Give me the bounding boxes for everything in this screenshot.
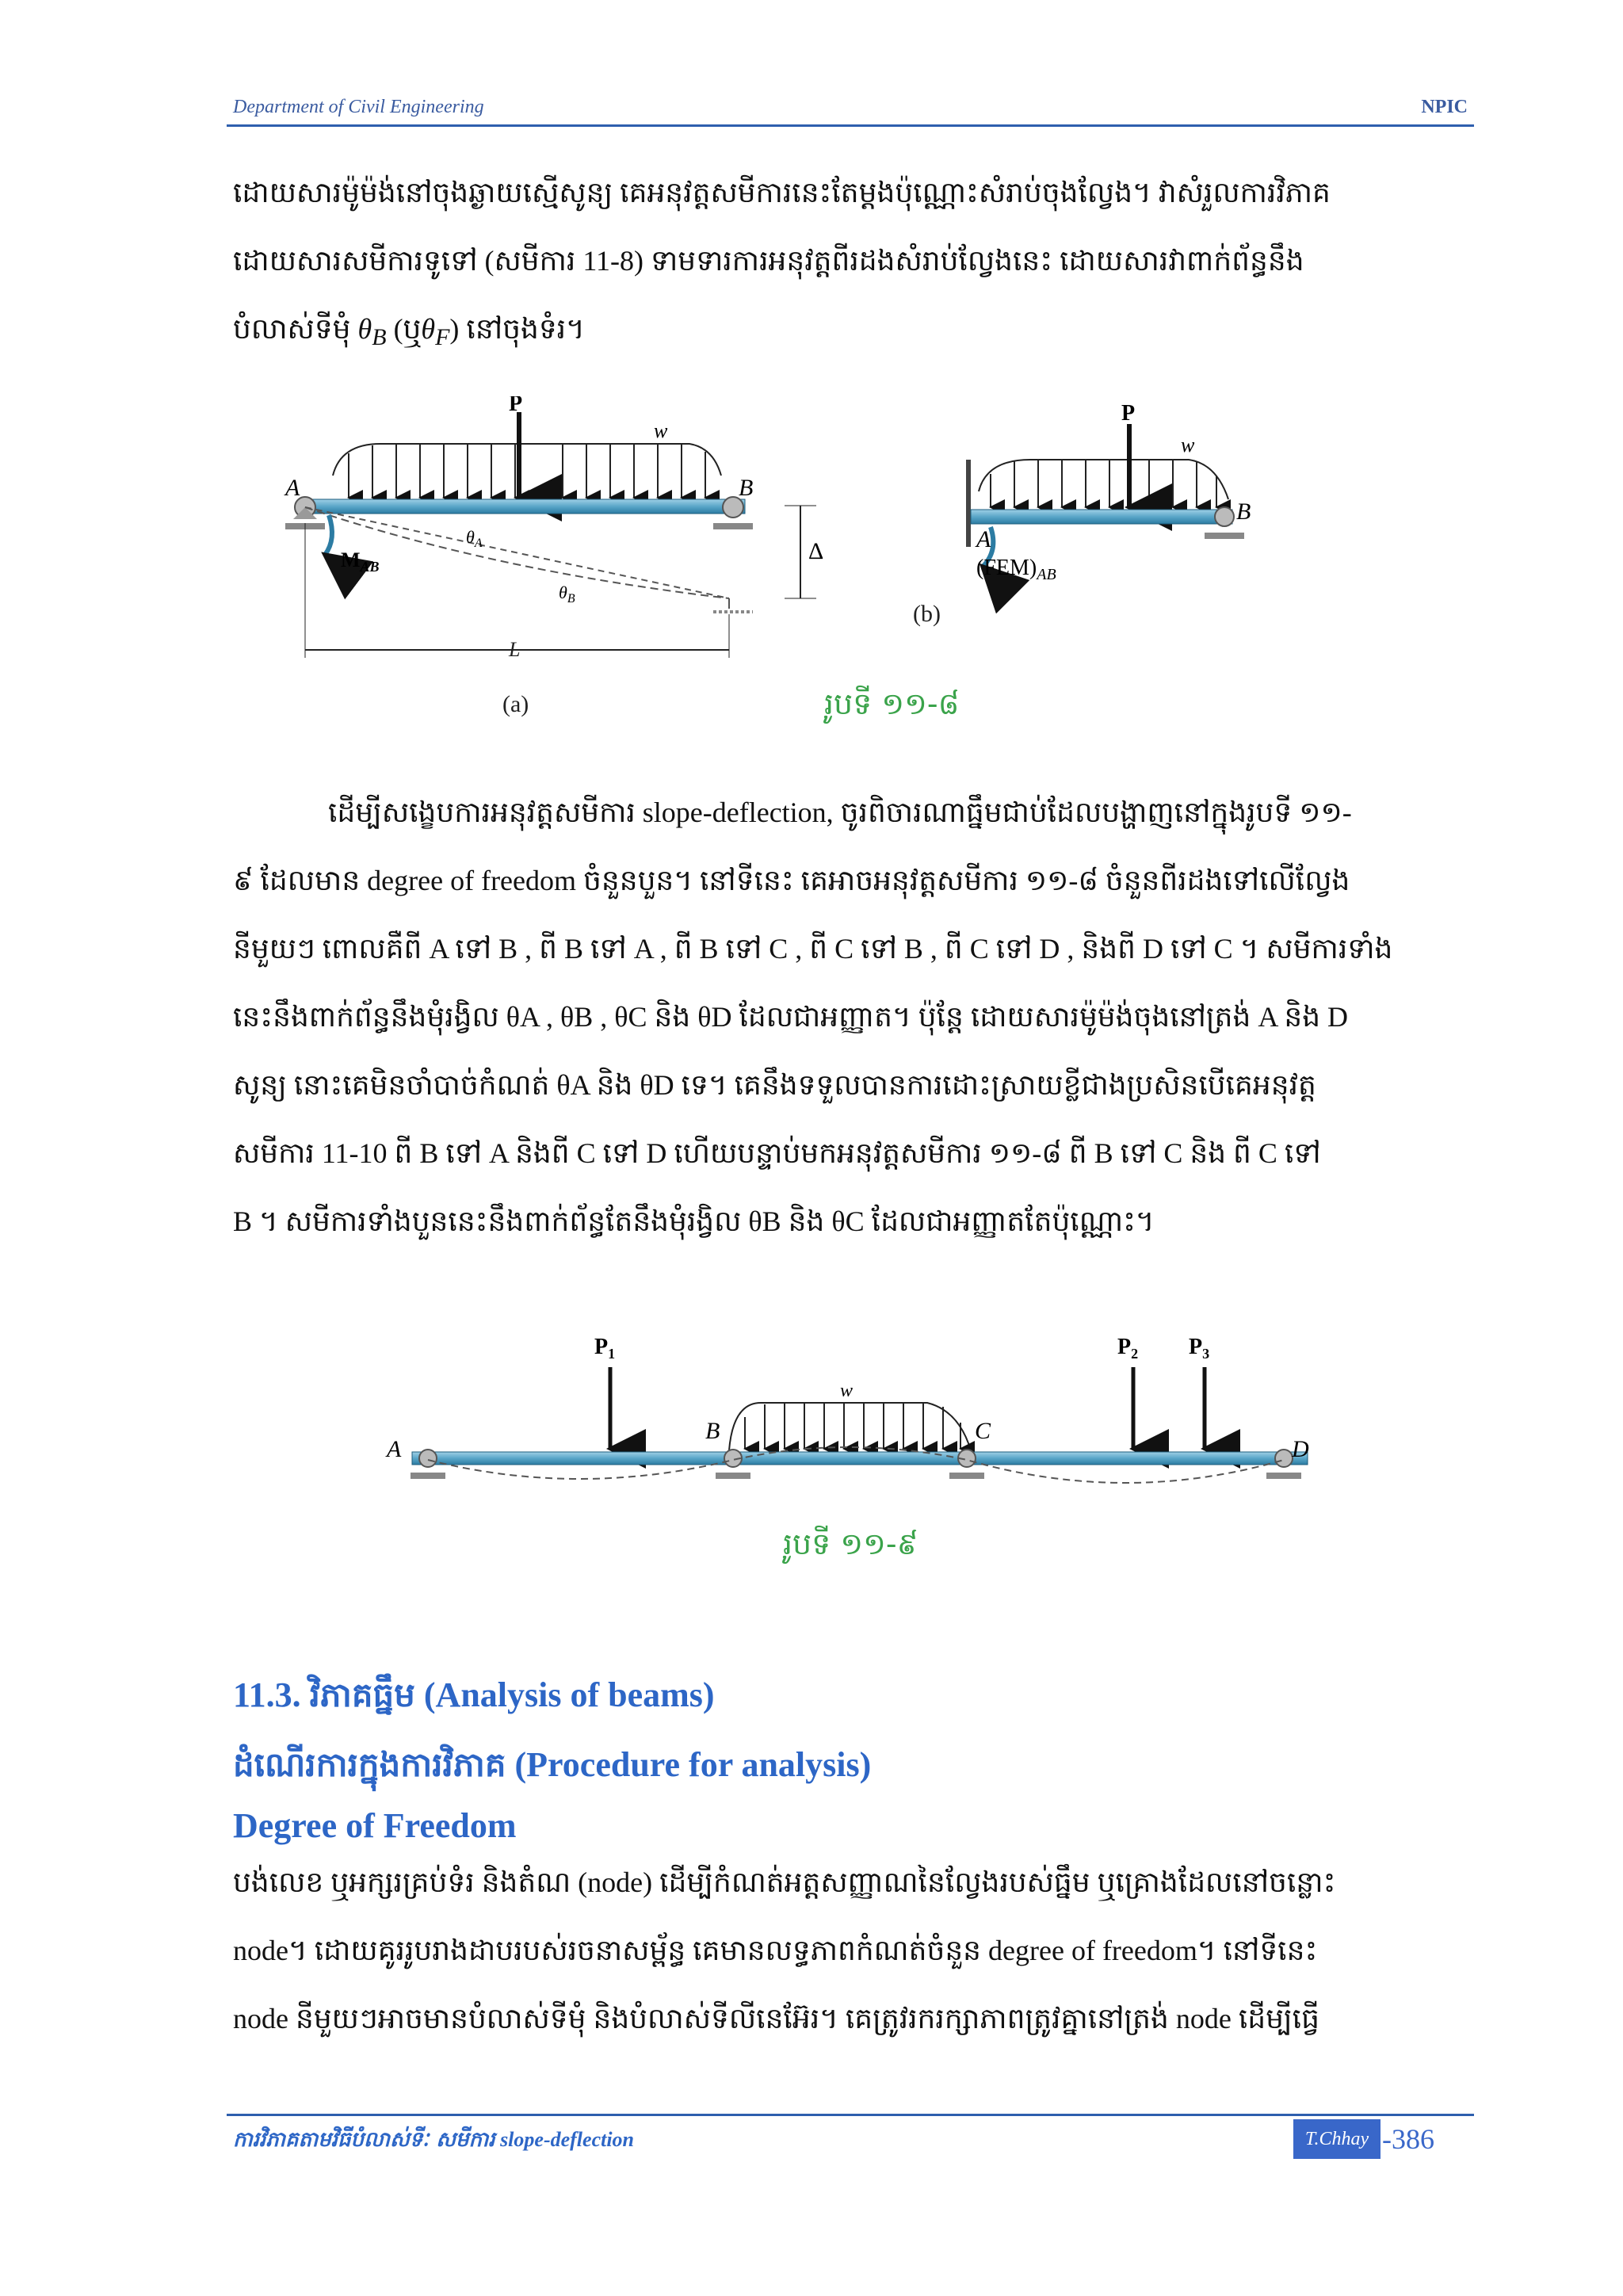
section-title-en: (Analysis of beams) bbox=[414, 1675, 715, 1714]
figure-11-8 bbox=[254, 396, 1442, 729]
fig9-node-b: B bbox=[705, 1418, 720, 1444]
section-title-km: វិភាគធ្នឹម bbox=[309, 1675, 415, 1714]
theta-subscript-b: B bbox=[372, 324, 387, 351]
fig8-load-w: w bbox=[654, 419, 668, 442]
dof-line-3: node នីមួយៗអាចមានបំលាស់ទីមុំ និងបំលាស់ទីលីនេអ៊ែរ។ គេត្រូវរករក្សាភាពត្រូវគ្នានៅត្រង់ node ដើម្បីធ្វើ bbox=[233, 2003, 1319, 2034]
dof-line-1: បង់លេខ ឬអក្សរគ្រប់ទំរ និងតំណ (node) ដើម្បីកំណត់អត្តសញ្ញាណនៃល្វែងរបស់ធ្នឹម ឬគ្រោងដែលនៅចន្លោះ bbox=[233, 1866, 1336, 1898]
fig8-moment-label: $M_{AB}$ bbox=[341, 548, 380, 575]
fig8b-load-w: w bbox=[1181, 434, 1195, 457]
footer-author-tag: T.Chhay bbox=[1293, 2119, 1381, 2159]
intro-line-1: ដោយសារម៉ូម៉ង់នៅចុងឆ្ងាយស្មើសូន្យ គេអនុវត្តសមីការនេះតែម្តងប៉ុណ្ណោះសំរាប់ចុងល្វែង។ វាសំរួលការវិភាគ bbox=[233, 177, 1331, 208]
figure-11-9 bbox=[372, 1324, 1323, 1530]
section-heading bbox=[233, 1674, 715, 1723]
fig8-load-p: P bbox=[509, 396, 523, 416]
fig8-sublabel-a: (a) bbox=[502, 691, 529, 717]
footer-divider bbox=[227, 2114, 1474, 2116]
footer-title-en: slope-deflection bbox=[495, 2128, 635, 2151]
fig8-length: L bbox=[509, 638, 521, 661]
page-number: -386 bbox=[1382, 2123, 1434, 2155]
procedure-title-km: ដំណើរការក្នុងការវិភាគ bbox=[233, 1745, 506, 1784]
body-line-6: សមីការ 11-10 ពី B ទៅ A និងពី C ទៅ D ហើយបន្ទាប់មកអនុវត្តសមីការ ១១-៨ ពី B ទៅ C និង ពី C ទៅ bbox=[233, 1137, 1321, 1169]
fig9-load-p2: $P_2$ bbox=[1117, 1335, 1139, 1362]
fig9-load-p1: $P_1$ bbox=[594, 1335, 616, 1362]
procedure-title-en: (Procedure for analysis) bbox=[506, 1745, 872, 1784]
body-line-2: ៩ ដែលមាន degree of freedom ចំនួនបួន។ នៅទីនេះ គេអាចអនុវត្តសមីការ ១១-៨ ចំនួនពីរដងទៅលើល្វែង bbox=[233, 865, 1350, 896]
fig8b-node-b: B bbox=[1236, 499, 1251, 525]
footer-title bbox=[233, 2126, 634, 2157]
header-department: Department of Civil Engineering bbox=[233, 97, 484, 117]
body-line-3: នីមួយៗ ពោលគឺពី A ទៅ B , ពី B ទៅ A , ពី B ទៅ C , ពី C ទៅ B , ពី C ទៅ D , និងពី D ទៅ C ។ សមីការទាំង bbox=[233, 933, 1393, 965]
body-line-1: ដើម្បីសង្ខេបការអនុវត្តសមីការ slope-deflection, ចូរពិចារណាធ្នឹមជាប់ដែលបង្ហាញនៅក្នុងរូបទី ១១- bbox=[328, 797, 1352, 828]
body-line-5: សូន្យ នោះគេមិនចាំបាច់កំណត់ θA និង θD ទេ។ គេនឹងទទួលបានការដោះស្រាយខ្លីជាងប្រសិនបើគេអនុវត្ត bbox=[233, 1069, 1316, 1101]
figure-11-8-caption: រូបទី ១១-៨ bbox=[824, 686, 960, 721]
dof-heading: Degree of Freedom bbox=[233, 1806, 517, 1845]
dof-line-2: node។ ដោយគូររូបរាងដាបរបស់រចនាសម្ព័ន្ធ គេមានលទ្ធភាពកំណត់ចំនួន degree of freedom។ នៅទីនេះ bbox=[233, 1935, 1318, 1966]
theta-subscript-f: F bbox=[435, 324, 450, 351]
section-number: 11.3. bbox=[233, 1675, 310, 1714]
body-line-7: B ។ សមីការទាំងបួននេះនឹងពាក់ព័ន្ធតែនឹងមុំរង្វិល θB និង θC ដែលជាអញ្ញាតតែប៉ុណ្ណោះ។ bbox=[233, 1205, 1155, 1237]
fig8b-fem-label: $(FEM)_{AB}$ bbox=[976, 556, 1056, 583]
fig9-load-w: w bbox=[840, 1381, 854, 1401]
figure-11-9-caption: រូបទី ១១-៩ bbox=[783, 1526, 918, 1561]
intro-line-2: ដោយសារសមីការទូទៅ (សមីការ 11-8) ទាមទារការអនុវត្តពីរដងសំរាប់ល្វែងនេះ ដោយសារវាពាក់ព័ន្ធនឹង bbox=[233, 245, 1304, 277]
fig8-node-b: B bbox=[739, 475, 754, 501]
fig8-theta-a: $\theta_A$ bbox=[466, 527, 483, 550]
intro-paragraph bbox=[233, 159, 1469, 372]
fig8-theta-b: $\theta_B$ bbox=[559, 583, 575, 606]
fig8-delta: Δ bbox=[808, 538, 824, 564]
intro-line-3a: បំលាស់ទីមុំ bbox=[233, 313, 358, 345]
intro-line-3b: (ឬ bbox=[386, 313, 422, 345]
fig8b-node-a: A bbox=[976, 526, 991, 552]
dof-paragraph bbox=[233, 1848, 1469, 2053]
body-paragraph bbox=[233, 778, 1469, 1255]
theta-symbol-2: θ bbox=[421, 313, 436, 345]
fig8-node-a: A bbox=[285, 475, 300, 501]
fig9-node-c: C bbox=[975, 1418, 991, 1444]
header-divider bbox=[227, 124, 1474, 127]
fig8-sublabel-b: (b) bbox=[913, 601, 941, 627]
footer-title-km: ការវិភាគតាមវិធីបំលាស់ទីៈ សមីការ bbox=[233, 2128, 495, 2152]
intro-line-3c: ) នៅចុងទំរ។ bbox=[449, 313, 585, 345]
body-line-4: នេះនឹងពាក់ព័ន្ធនឹងមុំរង្វិល θA , θB , θC និង θD ដែលជាអញ្ញាត។ ប៉ុន្តែ ដោយសារម៉ូម៉ង់ចុងនៅត្រង់ A និង D bbox=[233, 1001, 1349, 1033]
theta-symbol: θ bbox=[357, 313, 372, 345]
procedure-heading bbox=[233, 1744, 871, 1793]
header-institute: NPIC bbox=[1421, 97, 1468, 117]
fig9-load-p3: $P_3$ bbox=[1189, 1335, 1210, 1362]
fig8b-load-p: P bbox=[1121, 401, 1136, 426]
fig9-node-a: A bbox=[387, 1436, 402, 1462]
fig9-node-d: D bbox=[1292, 1436, 1309, 1462]
